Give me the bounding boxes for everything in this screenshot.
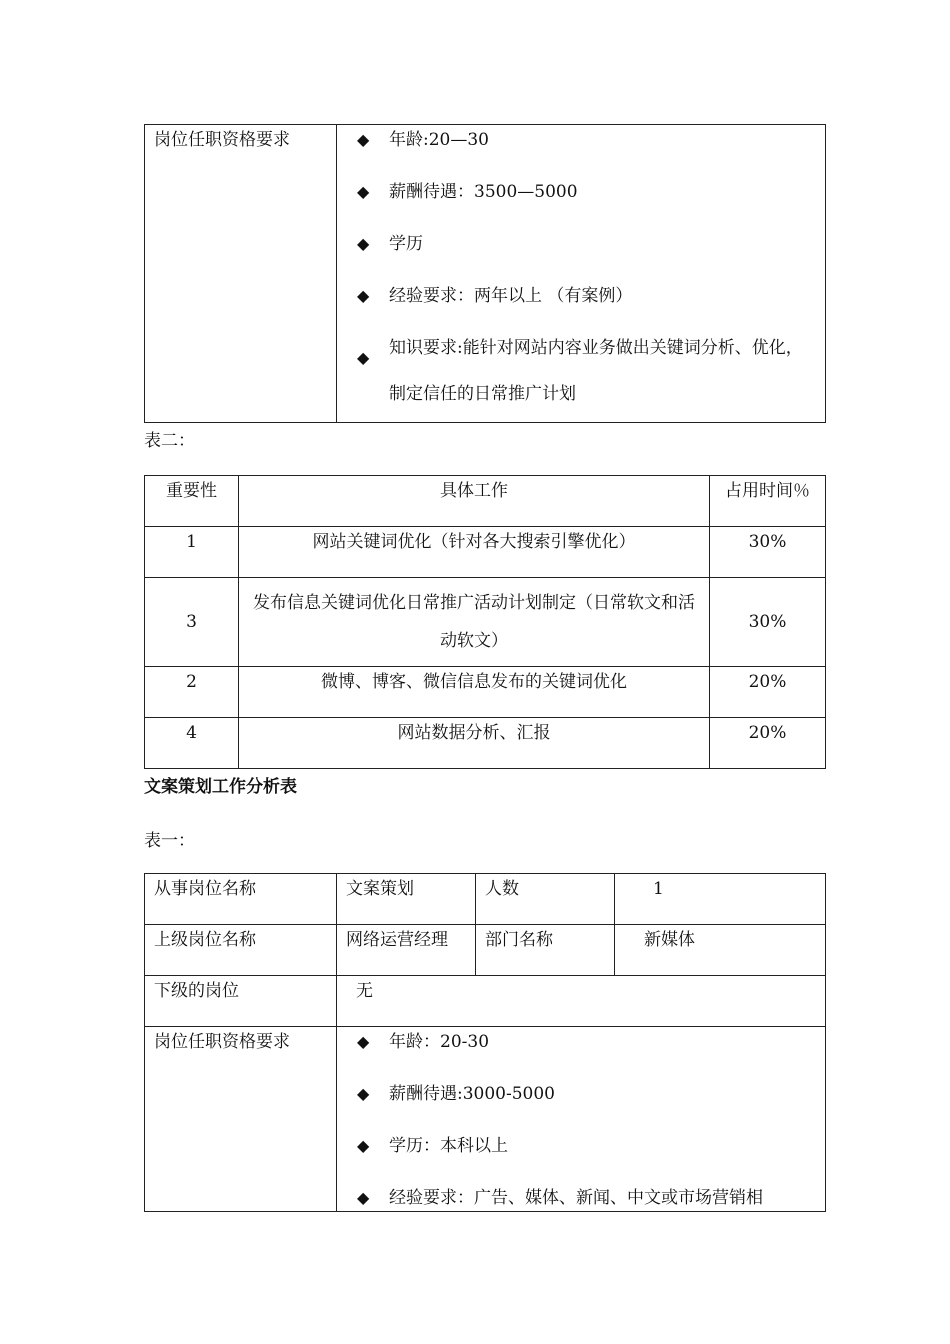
table-row: 从事岗位名称 文案策划 人数 1 — [145, 874, 826, 925]
table-row — [145, 1027, 826, 1212]
qualification-label: 岗位任职资格要求 — [154, 1032, 290, 1052]
list-item: ◆ 知识要求:能针对网站内容业务做出关键词分析、优化，制定信任的日常推广计划 — [337, 325, 817, 417]
qualification-items-cell — [337, 1027, 826, 1212]
position-table — [144, 873, 826, 1212]
list-item: ◆ 年龄：20-30 — [337, 1029, 825, 1055]
list-item: ◆ 经验要求：广告、媒体、新闻、中文或市场营销相 — [337, 1185, 825, 1211]
qualification-list — [337, 127, 817, 417]
table-row: 下级的岗位 无 — [145, 976, 826, 1027]
header-work: 具体工作 — [239, 476, 710, 527]
table-row: 3 发布信息关键词优化日常推广活动计划制定（日常软文和活动软文） 30% — [145, 578, 826, 667]
table-row: 2 微博、博客、微信信息发布的关键词优化 20% — [145, 667, 826, 718]
table-row: 4 网站数据分析、汇报 20% — [145, 718, 826, 769]
diamond-bullet-icon: ◆ — [357, 182, 370, 201]
qualification-label: 岗位任职资格要求 — [154, 130, 290, 150]
list-item: ◆ 年龄:20—30 — [337, 127, 817, 153]
table1-caption: 表一： — [144, 831, 195, 851]
qualification-items-cell — [337, 125, 826, 423]
qualification-label-cell — [145, 1027, 337, 1212]
header-time: 占用时间％ — [710, 476, 826, 527]
qualification-label-cell — [145, 125, 337, 423]
header-importance: 重要性 — [145, 476, 239, 527]
work-table — [144, 475, 826, 769]
diamond-bullet-icon: ◆ — [357, 1032, 370, 1051]
diamond-bullet-icon: ◆ — [357, 348, 370, 367]
diamond-bullet-icon: ◆ — [357, 234, 370, 253]
diamond-bullet-icon: ◆ — [357, 286, 370, 305]
list-item: ◆ 学历：本科以上 — [337, 1133, 825, 1159]
section-title: 文案策划工作分析表 — [144, 777, 297, 797]
diamond-bullet-icon: ◆ — [357, 130, 370, 149]
list-item: ◆ 薪酬待遇:3000-5000 — [337, 1081, 825, 1107]
diamond-bullet-icon: ◆ — [357, 1136, 370, 1155]
qualification-table-top — [144, 124, 826, 423]
table-row: 上级岗位名称 网络运营经理 部门名称 新媒体 — [145, 925, 826, 976]
table-row: 1 网站关键词优化（针对各大搜索引擎优化） 30% — [145, 527, 826, 578]
list-item: ◆ 学历 — [337, 231, 817, 257]
diamond-bullet-icon: ◆ — [357, 1188, 370, 1207]
qualification-list — [337, 1029, 825, 1211]
table2-caption: 表二： — [144, 431, 195, 451]
diamond-bullet-icon: ◆ — [357, 1084, 370, 1103]
list-item: ◆ 经验要求：两年以上 （有案例） — [337, 283, 817, 309]
list-item: ◆ 薪酬待遇：3500—5000 — [337, 179, 817, 205]
